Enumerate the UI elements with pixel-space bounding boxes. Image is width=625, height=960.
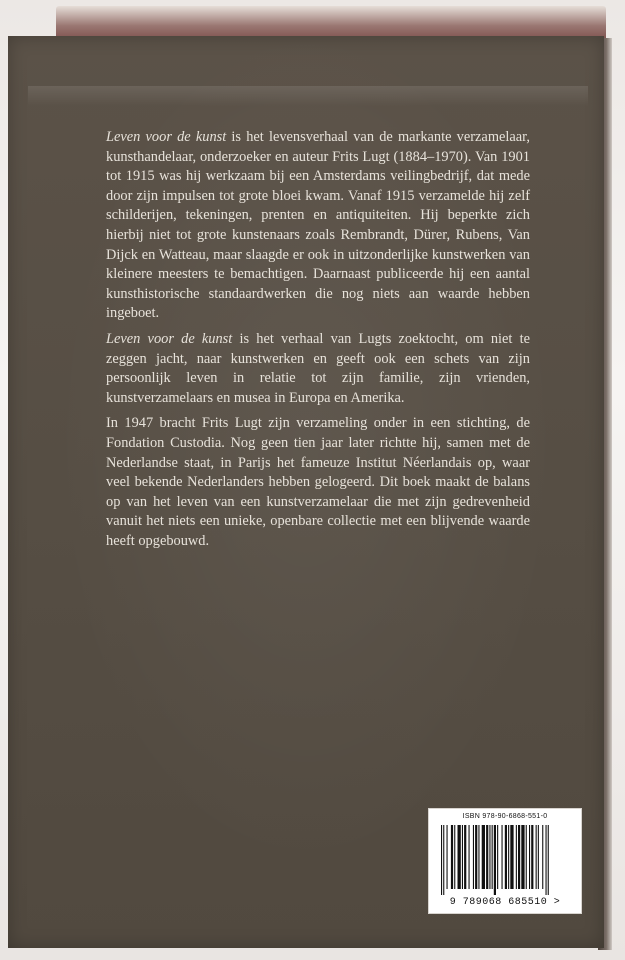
- blurb-text: is het levensverhaal van de markante verzamelaar, kunsthandelaar, onderzoeker en auteur Frits Lugt (1884–1970). Van 1901 tot 1915 was hij werkzaam bij een Amsterdams veilingbedrijf, dat mede door zijn impulsen tot grote bloei kwam. Vanaf 1915 verzamelde hij zelf schilderijen, tekeningen, prenten en antiquiteiten. Hij beperkte zich hierbij niet tot grote kunstenaars zoals Rembrandt, Dürer, Rubens, Van Dijck en Watteau, maar slaagde er ook in uitzonderlijke kunstwerken van kleinere meesters te bemachtigen. Daarnaast publiceerde hij een aantal kunsthistorische standaardwerken die nog niets aan waarde hebben ingeboet.: [106, 129, 530, 322]
- blurb-paragraph-2: [106, 330, 530, 408]
- back-cover-blurb: [106, 128, 530, 557]
- ean-barcode-icon: [441, 825, 569, 895]
- ean-digits: 9 789068 685510 >: [449, 897, 561, 908]
- barcode-label: [428, 808, 582, 914]
- book-title-italic: Leven voor de kunst: [106, 129, 227, 145]
- blurb-text: is het verhaal van Lugts zoektocht, om niet te zeggen jacht, naar kunstwerken en geeft ook een schets van zijn persoonlijk leven in relatie tot zijn familie, zijn vrienden, kunstverzamelaars en musea in Europa en Amerika.: [106, 330, 530, 406]
- plastic-glare: [28, 86, 588, 106]
- blurb-paragraph-1: [106, 128, 530, 324]
- book-title-italic: Leven voor de kunst: [106, 330, 233, 347]
- isbn-text: ISBN 978-90-6868-551-0: [462, 813, 548, 820]
- blurb-paragraph-3: [106, 414, 530, 551]
- blurb-text: In 1947 bracht Frits Lugt zijn verzameling onder in een stichting, de Fondation Custodia. Nog geen tien jaar later richtte hij, samen met de Nederlandse staat, in Parijs het fameuze Institut Néerlandais op, waar veel bekende Nederlanders hebben gelogeerd. Dit boek maakt de balans op van het leven van een kunstverzamelaar die met zijn gedrevenheid vanuit het niets een unieke, openbare collectie met een blijvende waarde heeft opgebouwd.: [106, 415, 530, 549]
